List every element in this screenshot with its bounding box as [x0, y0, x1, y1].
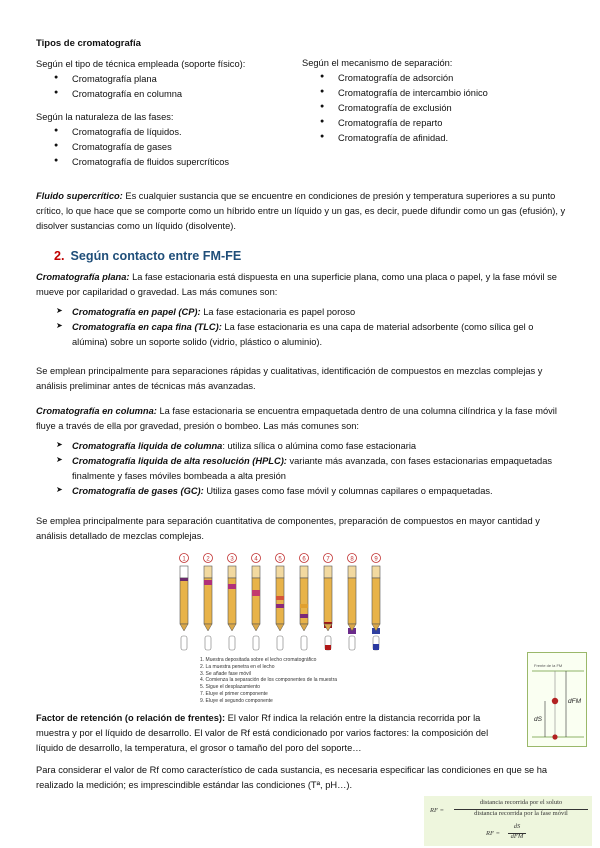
eluted-fraction	[325, 645, 331, 650]
item-text: La fase estacionaria es una capa de material adsorbente (como sílica gel o alúmina) sobre un soporte solido (vidrio, plástico o aluminio).	[72, 322, 534, 348]
mobile-phase	[204, 566, 212, 578]
item-term: Cromatografía liquida de columna	[72, 441, 223, 451]
stationary-bed	[180, 578, 188, 624]
rf-term: Factor de retención (o relación de frentes):	[36, 713, 226, 723]
collection-tube	[205, 636, 211, 650]
tlc-plate-diagram	[527, 652, 587, 747]
tube-number: 7	[326, 556, 330, 563]
fluido-term: Fluido supercrítico:	[36, 191, 123, 201]
columna-list	[36, 439, 566, 499]
section-heading	[54, 246, 241, 266]
tube-number: 9	[374, 556, 378, 563]
ds-label: dS	[534, 716, 542, 723]
legend-line: 2. La muestra penetra en el lecho	[200, 663, 275, 670]
list-item	[56, 320, 566, 350]
sample-band	[228, 584, 236, 589]
plate-label: Frente de la FM	[534, 663, 563, 668]
collection-tube	[253, 636, 259, 650]
columna-usage: Se emplea principalmente para separación cuantitativa de componentes, preparación de compuestos en mayor cantidad y análisis detallado de mezclas complejas.	[36, 516, 540, 542]
mobile-phase	[252, 566, 260, 578]
tube-number: 3	[230, 556, 234, 563]
list-item: ● Cromatografía de líquidos.	[54, 125, 296, 140]
sample-band	[252, 590, 260, 596]
plana-paragraph	[36, 270, 566, 300]
stationary-bed	[276, 578, 284, 624]
list-item: ● Cromatografía de adsorción	[320, 71, 562, 86]
formula-numerator-2: dS	[508, 822, 526, 834]
sample-band	[276, 596, 284, 600]
collection-tube	[181, 636, 187, 650]
origin-spot	[552, 734, 557, 739]
formula-lhs-2: RF =	[486, 830, 500, 837]
collection-tube	[301, 636, 307, 650]
collection-tube	[277, 636, 283, 650]
mobile-phase	[276, 566, 284, 578]
fluido-text: Es cualquier sustancia que se encuentre en condiciones de presión y temperatura superiores a su punto crítico, lo que hace que se comporte como un híbrido entre un líquido y un gas, es decir, puede difundir como un gas (efusión), y disolver sustancias como un líquido (disolvente).	[36, 191, 566, 232]
item-term: Cromatografía de gases (GC):	[72, 486, 204, 497]
legend-line: 1. Muestra depositada sobre el lecho cromatográfico	[200, 657, 317, 663]
column-tip	[300, 624, 308, 631]
mobile-phase	[180, 566, 188, 578]
stationary-bed	[348, 578, 356, 624]
columna-paragraph	[36, 404, 566, 434]
left-intro-2: Según la naturaleza de las fases:	[36, 112, 174, 123]
list-item: ● Cromatografía de fluidos supercríticos	[54, 155, 296, 170]
plana-term: Cromatografía plana:	[36, 272, 130, 282]
list-item	[56, 439, 566, 454]
page-title: Tipos de cromatografía	[36, 38, 141, 49]
item-term: Cromatografía en capa fina (TLC):	[72, 322, 222, 333]
eluted-fraction	[373, 644, 379, 650]
item-text: La fase estacionaria es papel poroso	[200, 307, 356, 317]
legend-line: 3. Se añade fase móvil	[200, 670, 251, 677]
tube-number: 4	[254, 556, 258, 563]
item-text: : utiliza sílica o alúmina como fase estacionaria	[222, 441, 417, 451]
stationary-bed	[324, 578, 332, 624]
item-term: Cromatografía en papel (CP):	[72, 307, 201, 317]
mobile-phase	[228, 566, 236, 578]
rf-paragraph-2: Para considerar el valor de Rf como característico de cada sustancia, es necesaria especificar las condiciones en que se ha realizado la medición; es imprescindible estándar las condiciones (Tª, pH…).	[36, 765, 548, 791]
legend-line: 5. Sigue el desplazamiento	[200, 684, 261, 690]
figure-legend	[200, 657, 337, 704]
rf-formula	[424, 796, 592, 846]
list-item	[56, 484, 566, 499]
collection-tube	[349, 636, 355, 650]
right-list	[302, 71, 562, 146]
item-term: Cromatografía liquida de alta resolución (HPLC):	[72, 456, 287, 467]
column-tip	[228, 624, 236, 631]
columna-term: Cromatografía en columna:	[36, 406, 157, 416]
column-tip	[180, 624, 188, 631]
collection-tube	[229, 636, 235, 650]
rf-text: El valor Rf indica la relación entre la distancia recorrida por la muestra y por el líquido de desarrollo. El valor de Rf está condicionado por varios factores: la composición del líquido de desarrollo, la temperatura, el grosor o tamaño del poro del soporte…	[36, 713, 489, 754]
list-item: ● Cromatografía de afinidad.	[320, 131, 562, 146]
sample-band	[204, 580, 212, 585]
stationary-bed	[372, 578, 380, 624]
sample-band	[300, 614, 308, 618]
list-item: ● Cromatografía de reparto	[320, 116, 562, 131]
column-tip	[204, 624, 212, 631]
sample-spot	[552, 698, 558, 704]
legend-line: 4. Comienza la separación de los componentes de la muestra	[200, 677, 338, 684]
left-list-1	[36, 72, 296, 102]
tlc-plate-svg	[528, 653, 588, 748]
fluido-paragraph	[36, 189, 566, 234]
plana-usage: Se emplean principalmente para separaciones rápidas y cualitativas, identificación de compuestos en mezclas complejas y análisis preliminar antes de técnicas más avanzadas.	[36, 366, 543, 392]
list-item	[56, 454, 566, 484]
list-item: ● Cromatografía de intercambio iónico	[320, 86, 562, 101]
item-text: variante más avanzada, con fases estacionarias empaquetadas finalmente y fases móviles bombeada a alta presión	[72, 456, 553, 482]
tube-number: 6	[302, 556, 306, 563]
section-title: Según contacto entre FM-FE	[70, 249, 242, 263]
tube-number: 8	[350, 556, 354, 563]
list-item: ● Cromatografía de gases	[54, 140, 296, 155]
formula-numerator: distancia recorrida por el soluto	[454, 798, 588, 810]
right-column	[302, 56, 562, 146]
list-item: ● Cromatografía en columna	[54, 87, 296, 102]
columna-text: La fase estacionaria se encuentra empaquetada dentro de una columna cilíndrica y la fase móvil fluye a través de ella por gravedad, presión o bombeo. Las más comunes son:	[36, 406, 557, 432]
left-column	[36, 57, 296, 170]
column-tip	[252, 624, 260, 631]
column-tip	[276, 624, 284, 631]
plana-list	[36, 305, 566, 350]
mobile-phase	[372, 566, 380, 578]
item-text: Utiliza gases como fase móvil y columnas capilares o empaquetadas.	[203, 486, 493, 497]
list-item: ● Cromatografía plana	[54, 72, 296, 87]
formula-denominator: distancia recorrida por la fase móvil	[474, 810, 568, 817]
legend-line: 9. Eluye el segundo componente	[200, 697, 273, 704]
mobile-phase	[324, 566, 332, 578]
list-item	[56, 305, 566, 320]
mobile-phase	[300, 566, 308, 578]
section-number: 2.	[54, 249, 65, 263]
rf-paragraph	[36, 711, 496, 756]
column-chromatography-figure	[170, 552, 394, 652]
mobile-phase	[348, 566, 356, 578]
plana-text: La fase estacionaria está dispuesta en una superficie plana, como una placa o papel, y la fase móvil se mueve por capilaridad o gravedad. Las más comunes son:	[36, 272, 557, 298]
left-intro-1: Según el tipo de técnica empleada (soporte físico):	[36, 59, 246, 69]
tube-number: 5	[278, 556, 282, 563]
sample-band	[180, 578, 188, 581]
formula-lhs: RF =	[430, 807, 444, 814]
right-intro: Según el mecanismo de separación:	[302, 58, 453, 68]
tube-number: 2	[206, 556, 210, 563]
dfm-label: dFM	[568, 698, 581, 705]
sample-band	[276, 604, 284, 608]
sample-band	[300, 604, 308, 608]
formula-denominator-2: dFM	[510, 833, 524, 840]
tube-number: 1	[182, 556, 186, 563]
legend-line: 7. Eluye el primer componente	[200, 690, 268, 697]
left-list-2	[36, 125, 296, 170]
list-item: ● Cromatografía de exclusión	[320, 101, 562, 116]
stationary-bed	[252, 578, 260, 624]
